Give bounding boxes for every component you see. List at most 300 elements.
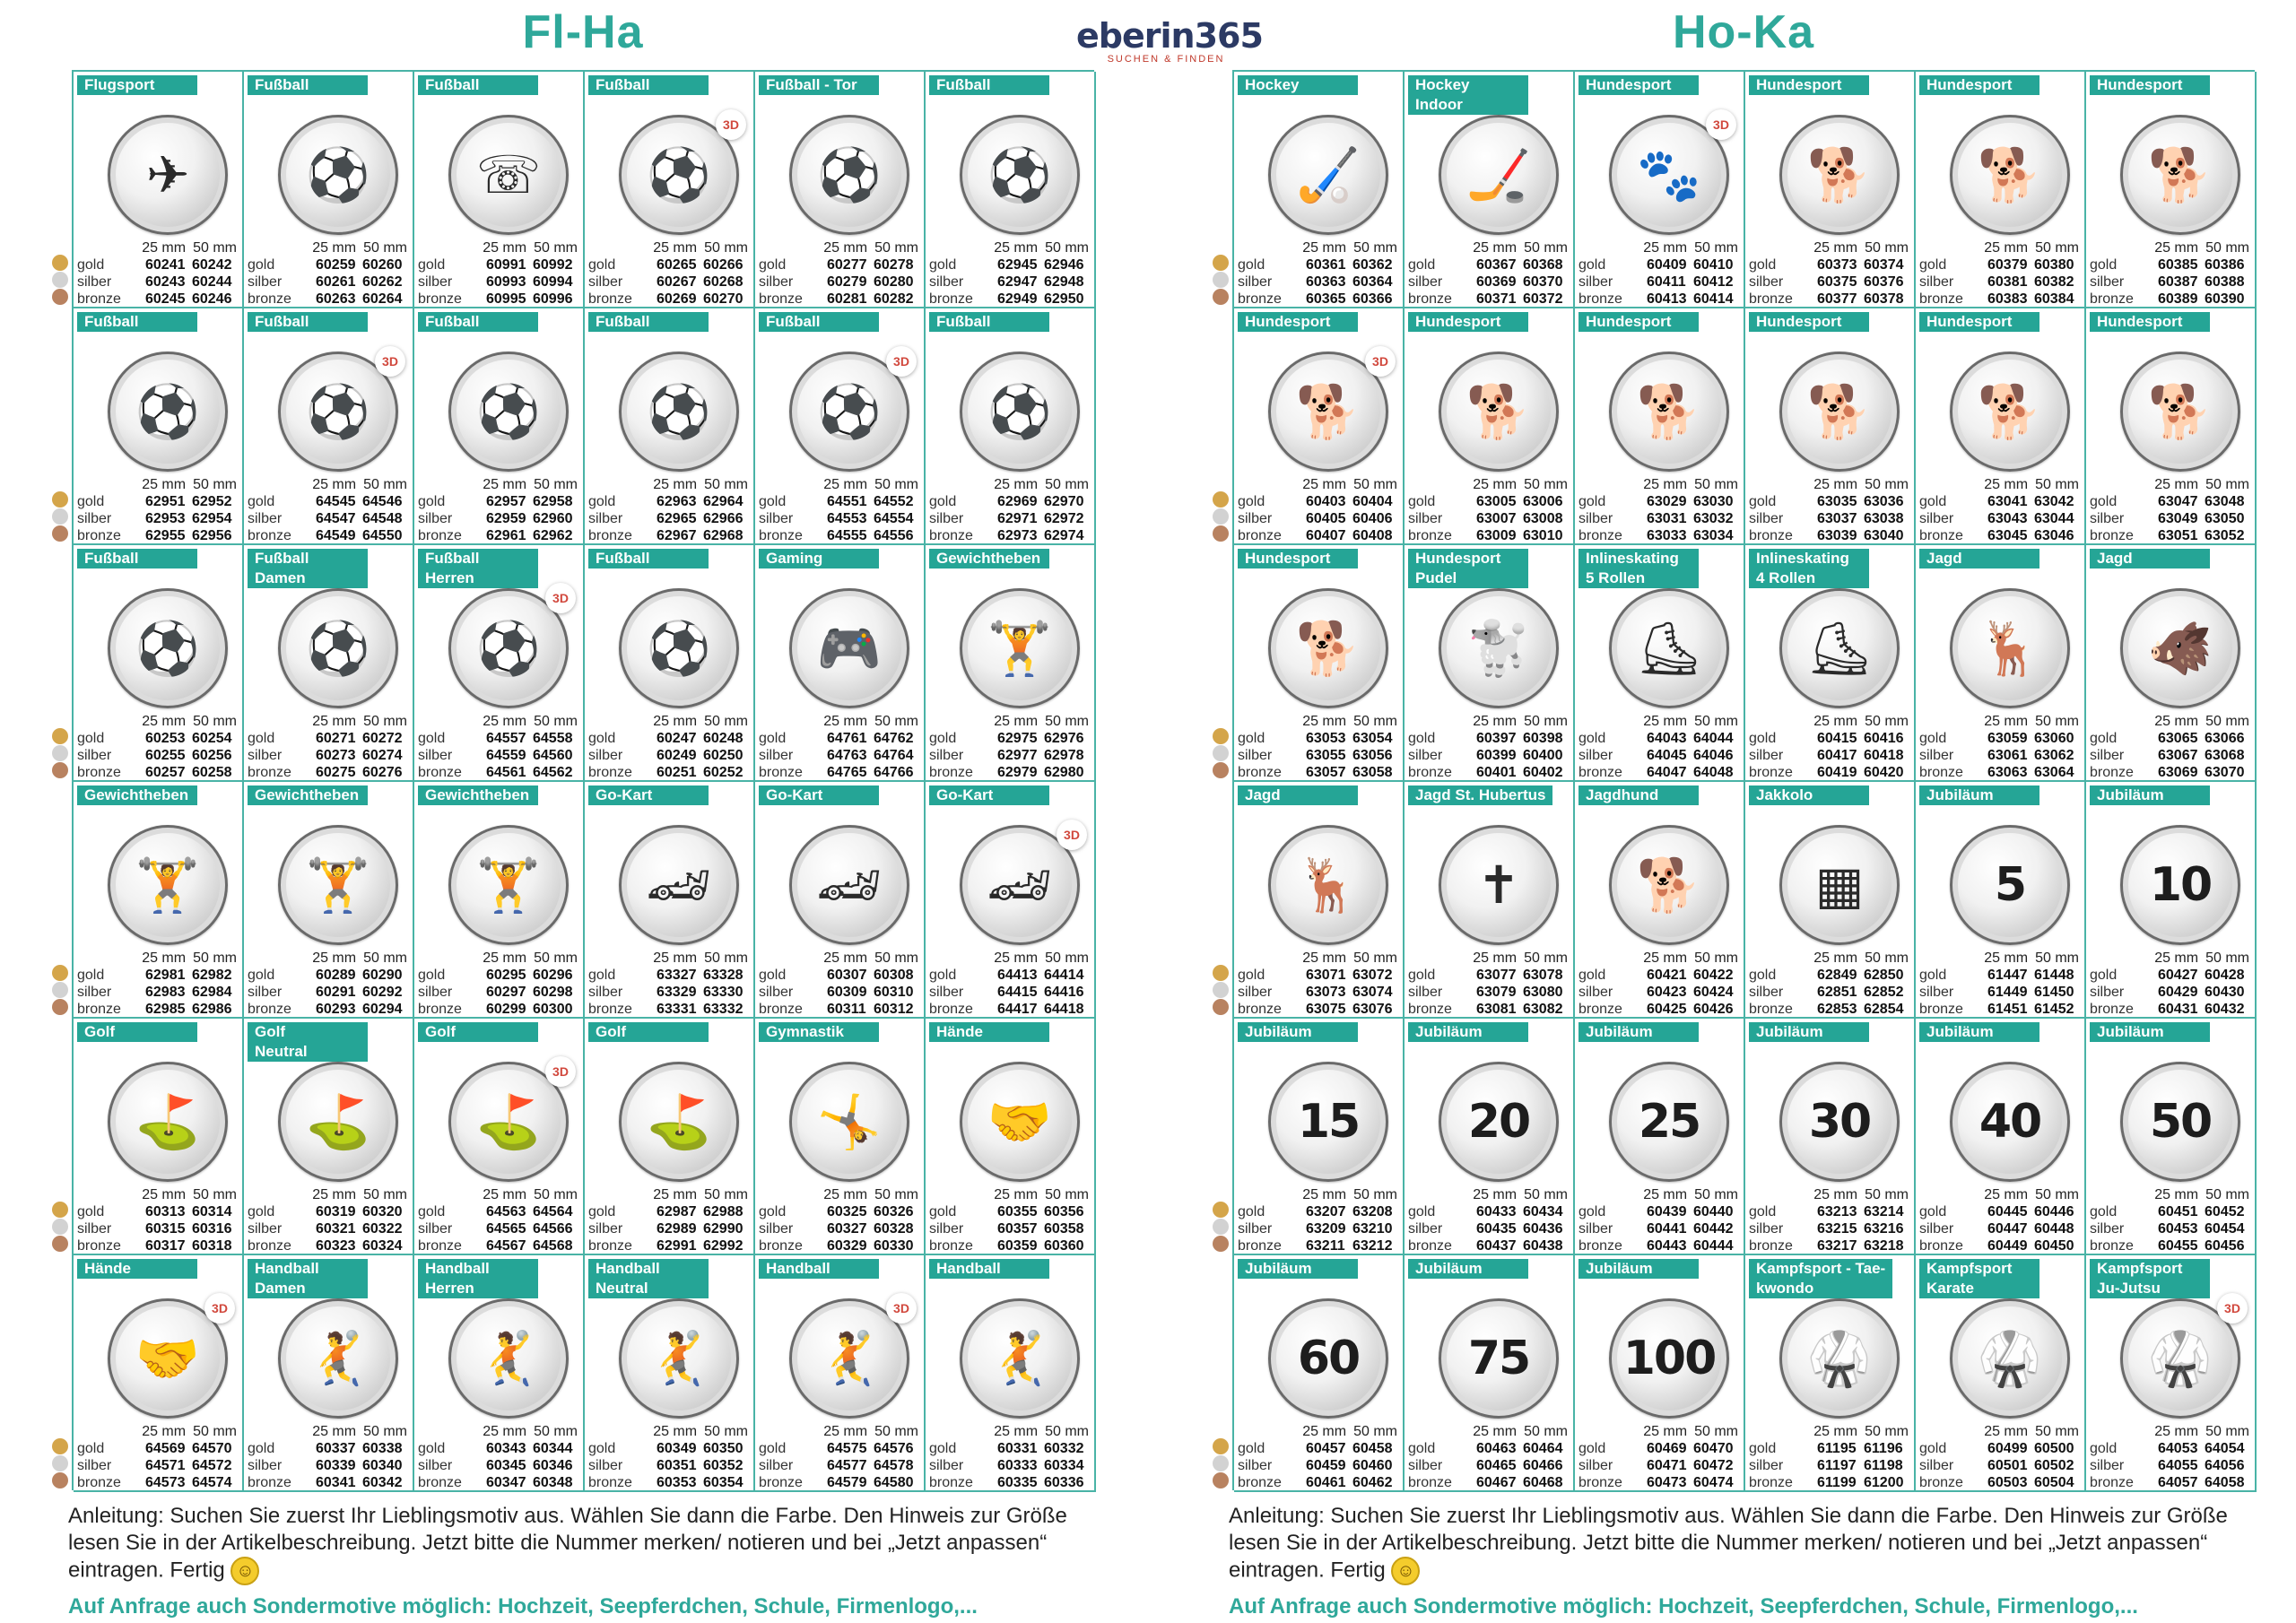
- article-number[interactable]: 60444: [1693, 1238, 1734, 1254]
- article-number[interactable]: 60364: [1352, 274, 1393, 290]
- article-number[interactable]: 60292: [362, 985, 403, 1000]
- article-number[interactable]: 62951: [145, 494, 186, 509]
- medal-emblem[interactable]: [278, 588, 398, 708]
- article-number[interactable]: 60370: [1523, 274, 1563, 290]
- article-number[interactable]: 63327: [657, 968, 697, 983]
- article-number[interactable]: 63058: [1352, 765, 1393, 780]
- article-number[interactable]: 62979: [997, 765, 1038, 780]
- article-number[interactable]: 60296: [533, 968, 573, 983]
- article-number[interactable]: 60314: [192, 1204, 232, 1219]
- motif-card[interactable]: [1405, 72, 1575, 308]
- article-number[interactable]: 64057: [2158, 1475, 2198, 1490]
- article-number[interactable]: 60249: [657, 748, 697, 763]
- article-number[interactable]: 64561: [486, 765, 526, 780]
- medal-emblem[interactable]: [1439, 115, 1559, 235]
- article-number[interactable]: 62992: [703, 1238, 744, 1254]
- article-number[interactable]: 60260: [362, 257, 403, 273]
- article-number[interactable]: 60379: [1987, 257, 2028, 273]
- article-number[interactable]: 64571: [145, 1458, 186, 1473]
- motif-card[interactable]: [1745, 1019, 1916, 1255]
- article-number[interactable]: 62852: [1864, 985, 1904, 1000]
- article-number[interactable]: 61196: [1864, 1441, 1903, 1456]
- article-number[interactable]: 60408: [1352, 528, 1393, 543]
- article-number[interactable]: 63329: [657, 985, 697, 1000]
- article-number[interactable]: 63060: [2034, 731, 2074, 746]
- article-number[interactable]: 60996: [533, 291, 573, 307]
- motif-card[interactable]: [926, 1255, 1096, 1492]
- article-number[interactable]: 62975: [997, 731, 1038, 746]
- motif-card[interactable]: [755, 72, 926, 308]
- article-number[interactable]: 60372: [1523, 291, 1563, 307]
- article-number[interactable]: 61451: [1987, 1002, 2028, 1017]
- article-number[interactable]: 60994: [533, 274, 573, 290]
- article-number[interactable]: 60417: [1817, 748, 1857, 763]
- article-number[interactable]: 60423: [1647, 985, 1687, 1000]
- article-number[interactable]: 64550: [362, 528, 403, 543]
- article-number[interactable]: 60254: [192, 731, 232, 746]
- medal-emblem[interactable]: [619, 352, 739, 472]
- article-number[interactable]: 60332: [1044, 1441, 1084, 1456]
- article-number[interactable]: 63031: [1647, 511, 1687, 526]
- motif-card[interactable]: [74, 72, 244, 308]
- article-number[interactable]: 62978: [1044, 748, 1084, 763]
- article-number[interactable]: 60265: [657, 257, 697, 273]
- article-number[interactable]: 60250: [703, 748, 744, 763]
- motif-card[interactable]: [244, 1255, 414, 1492]
- article-number[interactable]: 63056: [1352, 748, 1393, 763]
- motif-card[interactable]: [414, 545, 585, 782]
- article-number[interactable]: 60263: [316, 291, 356, 307]
- article-number[interactable]: 60402: [1523, 765, 1563, 780]
- article-number[interactable]: 60317: [145, 1238, 186, 1254]
- article-number[interactable]: 63212: [1352, 1238, 1393, 1254]
- article-number[interactable]: 63210: [1352, 1221, 1393, 1237]
- article-number[interactable]: 60247: [657, 731, 697, 746]
- article-number[interactable]: 60464: [1523, 1441, 1563, 1456]
- article-number[interactable]: 61197: [1817, 1458, 1857, 1473]
- article-number[interactable]: 63081: [1476, 1002, 1517, 1017]
- article-number[interactable]: 60319: [316, 1204, 356, 1219]
- article-number[interactable]: 62946: [1044, 257, 1084, 273]
- article-number[interactable]: 60376: [1864, 274, 1904, 290]
- article-number[interactable]: 62954: [192, 511, 232, 526]
- motif-card[interactable]: [414, 1019, 585, 1255]
- article-number[interactable]: 63331: [657, 1002, 697, 1017]
- motif-card[interactable]: [585, 1019, 755, 1255]
- article-number[interactable]: 60350: [703, 1441, 744, 1456]
- article-number[interactable]: 63053: [1306, 731, 1346, 746]
- article-number[interactable]: 60455: [2158, 1238, 2198, 1254]
- motif-card[interactable]: [1234, 1255, 1405, 1492]
- article-number[interactable]: 60445: [1987, 1204, 2028, 1219]
- medal-emblem[interactable]: [1609, 1298, 1729, 1419]
- medal-emblem[interactable]: [1439, 1062, 1559, 1182]
- article-number[interactable]: 60316: [192, 1221, 232, 1237]
- article-number[interactable]: 64579: [827, 1475, 867, 1490]
- article-number[interactable]: 63077: [1476, 968, 1517, 983]
- article-number[interactable]: 60362: [1352, 257, 1393, 273]
- article-number[interactable]: 60363: [1306, 274, 1346, 290]
- article-number[interactable]: 60405: [1306, 511, 1346, 526]
- article-number[interactable]: 60356: [1044, 1204, 1084, 1219]
- article-number[interactable]: 60375: [1817, 274, 1857, 290]
- article-number[interactable]: 63074: [1352, 985, 1393, 1000]
- medal-emblem[interactable]: [1779, 352, 1900, 472]
- medal-emblem[interactable]: [1950, 1062, 2070, 1182]
- article-number[interactable]: 60326: [874, 1204, 914, 1219]
- motif-card[interactable]: [926, 1019, 1096, 1255]
- article-number[interactable]: 64549: [316, 528, 356, 543]
- article-number[interactable]: 62987: [657, 1204, 697, 1219]
- article-number[interactable]: 63010: [1523, 528, 1563, 543]
- article-number[interactable]: 60449: [1987, 1238, 2028, 1254]
- medal-emblem[interactable]: [1268, 1062, 1388, 1182]
- medal-emblem[interactable]: [789, 1062, 909, 1182]
- article-number[interactable]: 60461: [1306, 1475, 1346, 1490]
- article-number[interactable]: 60469: [1647, 1441, 1687, 1456]
- article-number[interactable]: 63218: [1864, 1238, 1904, 1254]
- article-number[interactable]: 63064: [2034, 765, 2074, 780]
- article-number[interactable]: 61452: [2034, 1002, 2074, 1017]
- article-number[interactable]: 60334: [1044, 1458, 1084, 1473]
- article-number[interactable]: 64566: [533, 1221, 573, 1237]
- article-number[interactable]: 60452: [2205, 1204, 2245, 1219]
- article-number[interactable]: 62957: [486, 494, 526, 509]
- article-number[interactable]: 60342: [362, 1475, 403, 1490]
- motif-card[interactable]: [1575, 1019, 1745, 1255]
- article-number[interactable]: 60367: [1476, 257, 1517, 273]
- article-number[interactable]: 60453: [2158, 1221, 2198, 1237]
- medal-emblem[interactable]: [1779, 588, 1900, 708]
- article-number[interactable]: 60410: [1693, 257, 1734, 273]
- article-number[interactable]: 63039: [1817, 528, 1857, 543]
- article-number[interactable]: 60472: [1693, 1458, 1734, 1473]
- article-number[interactable]: 64568: [533, 1238, 573, 1254]
- article-number[interactable]: 60991: [486, 257, 526, 273]
- medal-emblem[interactable]: [1268, 1298, 1388, 1419]
- article-number[interactable]: 60436: [1523, 1221, 1563, 1237]
- article-number[interactable]: 64575: [827, 1441, 867, 1456]
- article-number[interactable]: 62851: [1817, 985, 1857, 1000]
- article-number[interactable]: 60371: [1476, 291, 1517, 307]
- medal-emblem[interactable]: [448, 352, 569, 472]
- motif-card[interactable]: [755, 1019, 926, 1255]
- article-number[interactable]: 62950: [1044, 291, 1084, 307]
- article-number[interactable]: 60465: [1476, 1458, 1517, 1473]
- article-number[interactable]: 60435: [1476, 1221, 1517, 1237]
- motif-card[interactable]: [414, 308, 585, 545]
- article-number[interactable]: 60345: [486, 1458, 526, 1473]
- article-number[interactable]: 60474: [1693, 1475, 1734, 1490]
- article-number[interactable]: 60400: [1523, 748, 1563, 763]
- article-number[interactable]: 64552: [874, 494, 914, 509]
- article-number[interactable]: 60429: [2158, 985, 2198, 1000]
- article-number[interactable]: 60458: [1352, 1441, 1393, 1456]
- article-number[interactable]: 64572: [192, 1458, 232, 1473]
- article-number[interactable]: 63038: [1864, 511, 1904, 526]
- medal-emblem[interactable]: [108, 352, 228, 472]
- motif-card[interactable]: [1575, 72, 1745, 308]
- article-number[interactable]: 60271: [316, 731, 356, 746]
- motif-card[interactable]: [244, 782, 414, 1019]
- article-number[interactable]: 64763: [827, 748, 867, 763]
- article-number[interactable]: 62958: [533, 494, 573, 509]
- article-number[interactable]: 62977: [997, 748, 1038, 763]
- article-number[interactable]: 62953: [145, 511, 186, 526]
- article-number[interactable]: 60426: [1693, 1002, 1734, 1017]
- article-number[interactable]: 60374: [1864, 257, 1904, 273]
- article-number[interactable]: 60275: [316, 765, 356, 780]
- article-number[interactable]: 60274: [362, 748, 403, 763]
- medal-emblem[interactable]: [1268, 825, 1388, 945]
- motif-card[interactable]: [1745, 308, 1916, 545]
- medal-emblem[interactable]: [789, 588, 909, 708]
- article-number[interactable]: 62967: [657, 528, 697, 543]
- article-number[interactable]: 61450: [2034, 985, 2074, 1000]
- article-number[interactable]: 63062: [2034, 748, 2074, 763]
- medal-emblem[interactable]: [1609, 588, 1729, 708]
- article-number[interactable]: 63037: [1817, 511, 1857, 526]
- motif-card[interactable]: [1916, 1019, 2086, 1255]
- article-number[interactable]: 64764: [874, 748, 914, 763]
- article-number[interactable]: 60261: [316, 274, 356, 290]
- article-number[interactable]: 60312: [874, 1002, 914, 1017]
- article-number[interactable]: 60501: [1987, 1458, 2028, 1473]
- article-number[interactable]: 64576: [874, 1441, 914, 1456]
- article-number[interactable]: 60404: [1352, 494, 1393, 509]
- article-number[interactable]: 60411: [1647, 274, 1686, 290]
- medal-emblem[interactable]: [619, 1062, 739, 1182]
- article-number[interactable]: 63213: [1817, 1204, 1857, 1219]
- article-number[interactable]: 64043: [1647, 731, 1687, 746]
- article-number[interactable]: 60450: [2034, 1238, 2074, 1254]
- article-number[interactable]: 60295: [486, 968, 526, 983]
- motif-card[interactable]: [1916, 1255, 2086, 1492]
- article-number[interactable]: 62952: [192, 494, 232, 509]
- article-number[interactable]: 63082: [1523, 1002, 1563, 1017]
- article-number[interactable]: 60269: [657, 291, 697, 307]
- medal-emblem[interactable]: [2120, 352, 2240, 472]
- article-number[interactable]: 60300: [533, 1002, 573, 1017]
- article-number[interactable]: 60297: [486, 985, 526, 1000]
- article-number[interactable]: 63069: [2158, 765, 2198, 780]
- article-number[interactable]: 60425: [1647, 1002, 1687, 1017]
- article-number[interactable]: 63063: [1987, 765, 2028, 780]
- medal-emblem[interactable]: [448, 1298, 569, 1419]
- medal-emblem[interactable]: [1779, 825, 1900, 945]
- article-number[interactable]: 64563: [486, 1204, 526, 1219]
- motif-card[interactable]: [1575, 782, 1745, 1019]
- article-number[interactable]: 61195: [1817, 1441, 1857, 1456]
- article-number[interactable]: 62854: [1864, 1002, 1904, 1017]
- article-number[interactable]: 60499: [1987, 1441, 2028, 1456]
- article-number[interactable]: 62980: [1044, 765, 1084, 780]
- medal-emblem[interactable]: [1950, 588, 2070, 708]
- motif-card[interactable]: [414, 1255, 585, 1492]
- article-number[interactable]: 60369: [1476, 274, 1517, 290]
- article-number[interactable]: 62945: [997, 257, 1038, 273]
- article-number[interactable]: 60307: [827, 968, 867, 983]
- article-number[interactable]: 62972: [1044, 511, 1084, 526]
- medal-emblem[interactable]: [619, 825, 739, 945]
- article-number[interactable]: 60448: [2034, 1221, 2074, 1237]
- article-number[interactable]: 62964: [703, 494, 744, 509]
- article-number[interactable]: 60338: [362, 1441, 403, 1456]
- article-number[interactable]: 60273: [316, 748, 356, 763]
- article-number[interactable]: 60413: [1647, 291, 1687, 307]
- article-number[interactable]: 60272: [362, 731, 403, 746]
- article-number[interactable]: 60241: [145, 257, 186, 273]
- article-number[interactable]: 60995: [486, 291, 526, 307]
- article-number[interactable]: 60360: [1044, 1238, 1084, 1254]
- article-number[interactable]: 62963: [657, 494, 697, 509]
- medal-emblem[interactable]: [1609, 1062, 1729, 1182]
- article-number[interactable]: 60383: [1987, 291, 2028, 307]
- article-number[interactable]: 60466: [1523, 1458, 1563, 1473]
- article-number[interactable]: 60256: [192, 748, 232, 763]
- article-number[interactable]: 63054: [1352, 731, 1393, 746]
- article-number[interactable]: 64046: [1693, 748, 1734, 763]
- medal-emblem[interactable]: [278, 825, 398, 945]
- motif-card[interactable]: [926, 72, 1096, 308]
- article-number[interactable]: 60406: [1352, 511, 1393, 526]
- article-number[interactable]: 61199: [1817, 1475, 1857, 1490]
- article-number[interactable]: 64554: [874, 511, 914, 526]
- article-number[interactable]: 60992: [533, 257, 573, 273]
- motif-card[interactable]: [585, 308, 755, 545]
- article-number[interactable]: 60270: [703, 291, 744, 307]
- motif-card[interactable]: [1916, 782, 2086, 1019]
- article-number[interactable]: 62970: [1044, 494, 1084, 509]
- motif-card[interactable]: [74, 1255, 244, 1492]
- article-number[interactable]: 63080: [1523, 985, 1563, 1000]
- medal-emblem[interactable]: [278, 1062, 398, 1182]
- article-number[interactable]: 63035: [1817, 494, 1857, 509]
- motif-card[interactable]: [1405, 308, 1575, 545]
- motif-card[interactable]: [244, 72, 414, 308]
- article-number[interactable]: 60357: [997, 1221, 1038, 1237]
- article-number[interactable]: 63070: [2205, 765, 2245, 780]
- article-number[interactable]: 63073: [1306, 985, 1346, 1000]
- article-number[interactable]: 60454: [2205, 1221, 2245, 1237]
- motif-card[interactable]: [244, 1019, 414, 1255]
- article-number[interactable]: 60327: [827, 1221, 867, 1237]
- article-number[interactable]: 64567: [486, 1238, 526, 1254]
- motif-card[interactable]: [755, 782, 926, 1019]
- article-number[interactable]: 60281: [827, 291, 867, 307]
- article-number[interactable]: 60440: [1693, 1204, 1734, 1219]
- article-number[interactable]: 62985: [145, 1002, 186, 1017]
- medal-emblem[interactable]: [1268, 588, 1388, 708]
- article-number[interactable]: 60354: [703, 1475, 744, 1490]
- article-number[interactable]: 63211: [1306, 1238, 1345, 1254]
- article-number[interactable]: 63050: [2205, 511, 2245, 526]
- article-number[interactable]: 62853: [1817, 1002, 1857, 1017]
- medal-emblem[interactable]: [1950, 825, 2070, 945]
- article-number[interactable]: 63057: [1306, 765, 1346, 780]
- motif-card[interactable]: [1405, 545, 1575, 782]
- motif-card[interactable]: [244, 545, 414, 782]
- article-number[interactable]: 64545: [316, 494, 356, 509]
- article-number[interactable]: 63042: [2034, 494, 2074, 509]
- article-number[interactable]: 63072: [1352, 968, 1393, 983]
- article-number[interactable]: 60330: [874, 1238, 914, 1254]
- medal-emblem[interactable]: [278, 115, 398, 235]
- article-number[interactable]: 60289: [316, 968, 356, 983]
- motif-card[interactable]: [1575, 1255, 1745, 1492]
- medal-emblem[interactable]: [960, 1062, 1080, 1182]
- article-number[interactable]: 63033: [1647, 528, 1687, 543]
- article-number[interactable]: 64058: [2205, 1475, 2245, 1490]
- article-number[interactable]: 60418: [1864, 748, 1904, 763]
- medal-emblem[interactable]: [1439, 352, 1559, 472]
- article-number[interactable]: 60294: [362, 1002, 403, 1017]
- article-number[interactable]: 63049: [2158, 511, 2198, 526]
- article-number[interactable]: 64553: [827, 511, 867, 526]
- motif-card[interactable]: [74, 545, 244, 782]
- article-number[interactable]: 63032: [1693, 511, 1734, 526]
- article-number[interactable]: 60441: [1647, 1221, 1687, 1237]
- article-number[interactable]: 63007: [1476, 511, 1517, 526]
- medal-emblem[interactable]: [960, 352, 1080, 472]
- article-number[interactable]: 60459: [1306, 1458, 1346, 1473]
- motif-card[interactable]: [926, 782, 1096, 1019]
- article-number[interactable]: 64559: [486, 748, 526, 763]
- article-number[interactable]: 60336: [1044, 1475, 1084, 1490]
- article-number[interactable]: 60378: [1864, 291, 1904, 307]
- article-number[interactable]: 64564: [533, 1204, 573, 1219]
- article-number[interactable]: 60500: [2034, 1441, 2074, 1456]
- article-number[interactable]: 60390: [2205, 291, 2245, 307]
- article-number[interactable]: 60433: [1476, 1204, 1517, 1219]
- article-number[interactable]: 60432: [2205, 1002, 2245, 1017]
- article-number[interactable]: 63034: [1693, 528, 1734, 543]
- article-number[interactable]: 63059: [1987, 731, 2028, 746]
- article-number[interactable]: 60412: [1693, 274, 1734, 290]
- medal-emblem[interactable]: [1779, 1298, 1900, 1419]
- article-number[interactable]: 64414: [1044, 968, 1084, 983]
- article-number[interactable]: 63067: [2158, 748, 2198, 763]
- medal-emblem[interactable]: [960, 115, 1080, 235]
- motif-card[interactable]: [1916, 72, 2086, 308]
- article-number[interactable]: 63040: [1864, 528, 1904, 543]
- medal-emblem[interactable]: [619, 1298, 739, 1419]
- article-number[interactable]: 63216: [1864, 1221, 1904, 1237]
- article-number[interactable]: 64569: [145, 1441, 186, 1456]
- motif-card[interactable]: [2086, 782, 2257, 1019]
- article-number[interactable]: 60339: [316, 1458, 356, 1473]
- article-number[interactable]: 60264: [362, 291, 403, 307]
- motif-card[interactable]: [1234, 308, 1405, 545]
- article-number[interactable]: 63046: [2034, 528, 2074, 543]
- article-number[interactable]: 62971: [997, 511, 1038, 526]
- motif-card[interactable]: [1916, 308, 2086, 545]
- article-number[interactable]: 60422: [1693, 968, 1734, 983]
- medal-emblem[interactable]: [1609, 825, 1729, 945]
- article-number[interactable]: 64416: [1044, 985, 1084, 1000]
- article-number[interactable]: 60311: [827, 1002, 866, 1017]
- article-number[interactable]: 63044: [2034, 511, 2074, 526]
- article-number[interactable]: 60428: [2205, 968, 2245, 983]
- article-number[interactable]: 63078: [1523, 968, 1563, 983]
- article-number[interactable]: 60343: [486, 1441, 526, 1456]
- motif-card[interactable]: [1745, 1255, 1916, 1492]
- article-number[interactable]: 62988: [703, 1204, 744, 1219]
- article-number[interactable]: 60471: [1647, 1458, 1687, 1473]
- article-number[interactable]: 64546: [362, 494, 403, 509]
- article-number[interactable]: 64574: [192, 1475, 232, 1490]
- article-number[interactable]: 60337: [316, 1441, 356, 1456]
